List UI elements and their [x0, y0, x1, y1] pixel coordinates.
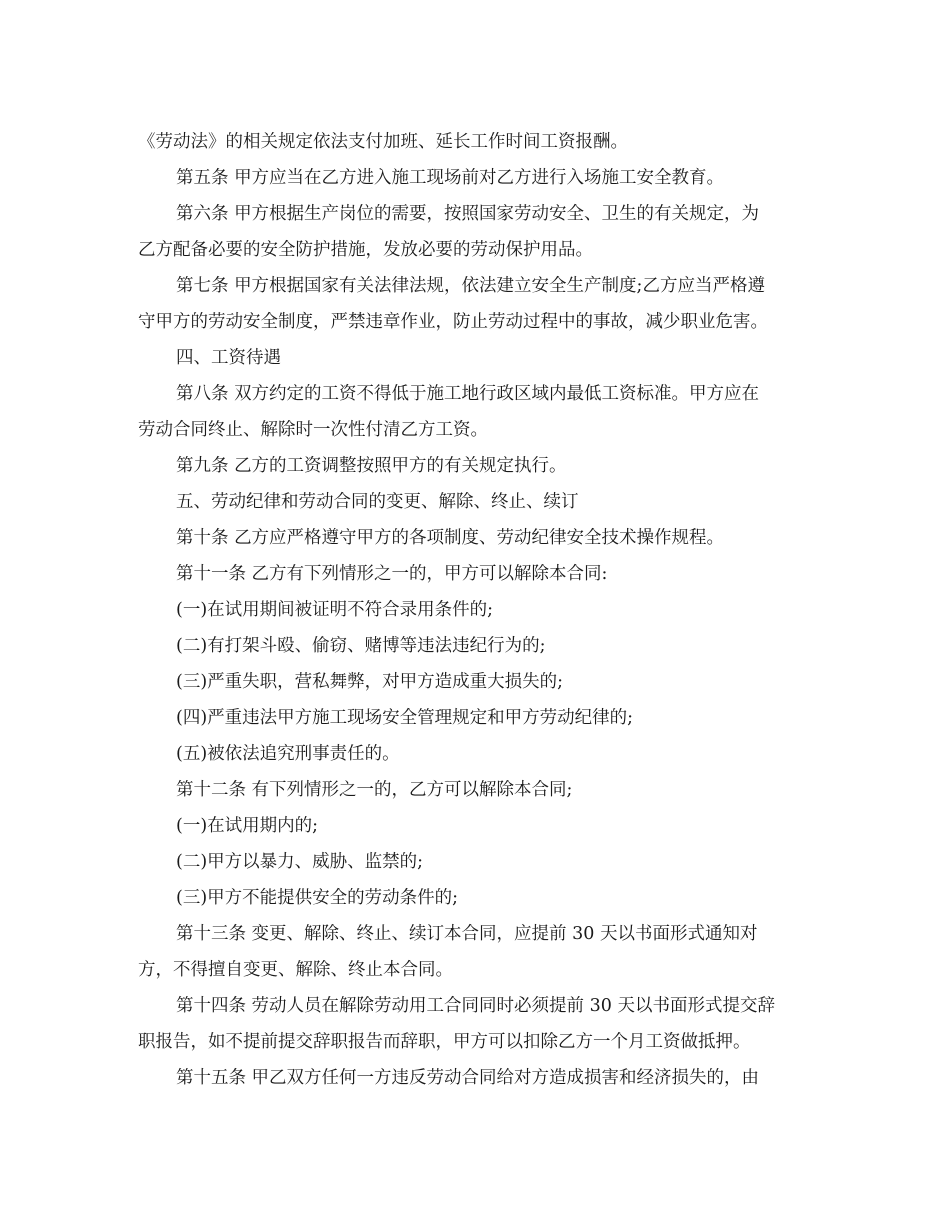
paragraph-line: 第六条 甲方根据生产岗位的需要，按照国家劳动安全、卫生的有关规定，为 — [176, 204, 760, 224]
section-heading: 四、工资待遇 — [176, 348, 281, 368]
list-item: (五)被依法追究刑事责任的。 — [176, 744, 400, 764]
list-item: (三)甲方不能提供安全的劳动条件的; — [176, 888, 459, 908]
paragraph-line: 第七条 甲方根据国家有关法律法规，依法建立安全生产制度;乙方应当严格遵 — [176, 276, 765, 296]
paragraph-line: 第十二条 有下列情形之一的，乙方可以解除本合同; — [176, 780, 573, 800]
list-item: (三)严重失职，营私舞弊，对甲方造成重大损失的; — [176, 672, 564, 692]
paragraph-line: 《劳动法》的相关规定依法支付加班、延长工作时间工资报酬。 — [138, 132, 628, 152]
list-item: (二)有打架斗殴、偷窃、赌博等违法违纪行为的; — [176, 636, 546, 656]
list-item: (四)严重违法甲方施工现场安全管理规定和甲方劳动纪律的; — [176, 708, 634, 728]
paragraph-line: 劳动合同终止、解除时一次性付清乙方工资。 — [138, 420, 488, 440]
list-item: (二)甲方以暴力、威胁、监禁的; — [176, 852, 424, 872]
paragraph-line: 职报告，如不提前提交辞职报告而辞职，甲方可以扣除乙方一个月工资做抵押。 — [138, 1032, 751, 1052]
paragraph-line: 守甲方的劳动安全制度，严禁违章作业，防止劳动过程中的事故，减少职业危害。 — [138, 312, 768, 332]
paragraph-line: 第九条 乙方的工资调整按照甲方的有关规定执行。 — [176, 456, 567, 476]
document-body — [138, 124, 808, 1096]
paragraph-line: 第十三条 变更、解除、终止、续订本合同，应提前 30 天以书面形式通知对 — [176, 924, 758, 944]
list-item: (一)在试用期间被证明不符合录用条件的; — [176, 600, 494, 620]
paragraph-line: 方，不得擅自变更、解除、终止本合同。 — [138, 960, 453, 980]
paragraph-line: 第十五条 甲乙双方任何一方违反劳动合同给对方造成损害和经济损失的，由 — [176, 1068, 760, 1088]
paragraph-line: 第八条 双方约定的工资不得低于施工地行政区域内最低工资标准。甲方应在 — [176, 384, 760, 404]
list-item: (一)在试用期内的; — [176, 816, 319, 836]
paragraph-line: 第十一条 乙方有下列情形之一的，甲方可以解除本合同: — [176, 564, 608, 584]
paragraph-line: 乙方配备必要的安全防护措施，发放必要的劳动保护用品。 — [138, 240, 593, 260]
paragraph-line: 第十条 乙方应严格遵守甲方的各项制度、劳动纪律安全技术操作规程。 — [176, 528, 725, 548]
paragraph-line: 第十四条 劳动人员在解除劳动用工合同同时必须提前 30 天以书面形式提交辞 — [176, 996, 775, 1016]
section-heading: 五、劳动纪律和劳动合同的变更、解除、终止、续订 — [176, 492, 579, 512]
paragraph-line: 第五条 甲方应当在乙方进入施工现场前对乙方进行入场施工安全教育。 — [176, 168, 725, 188]
